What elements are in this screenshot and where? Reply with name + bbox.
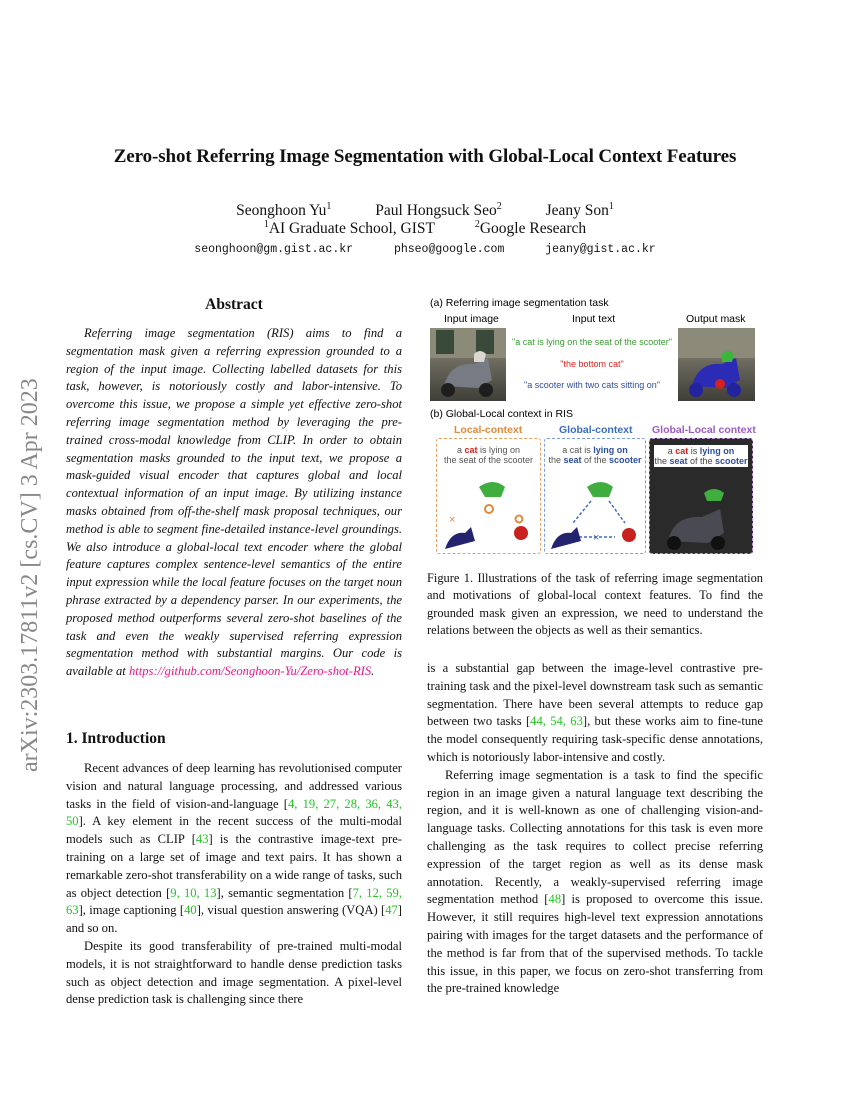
code-link[interactable]: https://github.com/Seonghoon-Yu/Zero-shot-RIS (128, 664, 372, 679)
citation[interactable]: 4, 19, 27, 28, 36, 43, 50 (66, 796, 402, 829)
column-label-input-image: Input image (444, 313, 499, 325)
svg-text:×: × (593, 532, 600, 544)
email[interactable]: seonghoon@gm.gist.ac.kr (194, 243, 354, 256)
figure-1 (427, 297, 763, 559)
output-mask-image (678, 328, 755, 401)
right-column-body (427, 660, 763, 998)
email-list (0, 243, 850, 256)
global-context-title: Global-context (559, 424, 633, 436)
local-context-title: Local-context (454, 424, 523, 436)
arxiv-stamp-text: arXiv:2303.17811v2 [cs.CV] 3 Apr 2023 (17, 378, 43, 772)
global-local-context-title: Global-Local context (652, 424, 756, 436)
local-context-text: a cat is lying on the seat of the scooter (443, 445, 534, 465)
global-context-text: a cat is lying on the seat of the scooter (548, 445, 642, 465)
expression-green: "a cat is lying on the seat of the scooter" (512, 337, 672, 347)
abstract-heading: Abstract (205, 296, 263, 313)
citation[interactable]: 40 (184, 903, 197, 918)
author: Seonghoon Yu$^1$ (236, 201, 332, 220)
column-label-output-mask: Output mask (686, 313, 746, 325)
abstract-body: Referring image segmentation (RIS) aims to find a segmentation mask given a referring expression grounded to a region of the input image. Collecting labelled datasets for this task, however, is notoriously costly and labor-intensive. To overcome this issue, we propose a simple yet effective zero-shot referring image segmentation method by leveraging the pre-trained cross-modal knowledge from CLIP. In order to obtain segmentation masks grounded to the input text, we propose a mask-guided visual encoder that captures global and local contextual information of an input image. By utilizing instance masks obtained from off-the-shelf mask proposal techniques, our method is able to segment fine-detailed instance-level groundings. We also introduce a global-local text encoder where the global feature captures complex sentence-level semantics of the entire input expression while the local feature focuses on the target noun phrase extracted by a dependency parser. In our experiments, the proposed method outperforms several zero-shot baselines of the task and even the weakly supervised referring expression segmentation method with substantial margins. Our code is available at https://github.com/Seonghoon-Yu/Zero-shot-RIS. (66, 326, 402, 679)
email[interactable]: jeany@gist.ac.kr (545, 243, 656, 256)
scooter-photo-icon (430, 328, 506, 401)
global-local-context-box (649, 438, 753, 554)
paragraph: Referring image segmentation is a task to find the specific region in an image given a natural language text describing the region, and it is well-known as one of challenging vision-and-language tasks. Collecting annotations for this task is even more challenging as the task requires to collect precise referring expression of the target region as well as its dense mask annotation. Recently, a weakly-supervised referring image segmentation method [48] is proposed to overcome this issue. However, it still requires high-level text expression annotations pairing with images for the target datasets and the performance of the method is far from that of the supervised methods. To tackle this issue, in this paper, we focus on zero-shot transferring from the pre-trained knowledge (427, 767, 763, 996)
local-context-objects-icon (437, 471, 540, 551)
column-label-input-text: Input text (572, 313, 616, 325)
figure-part-b-label: (b) Global-Local context in RIS (430, 408, 573, 420)
local-context-box (436, 438, 541, 554)
figure-1-caption: Figure 1. Illustrations of the task of referring image segmentation and motivations of global-local context features. To find the grounded mask given an expression, we need to understand the relations between the objects as well as their semantics. (427, 571, 763, 638)
author-list (0, 201, 850, 220)
mask-overlay-icon (678, 328, 755, 401)
svg-text:×: × (449, 514, 456, 526)
input-image (430, 328, 506, 401)
global-context-box (544, 438, 646, 554)
citation[interactable]: 44, 54, 63 (530, 714, 583, 729)
expression-red: "the bottom cat" (560, 359, 624, 369)
affiliation: $^1$AI Graduate School, GIST (263, 219, 435, 238)
paragraph: is a substantial gap between the image-level contrastive pre-training task and the pixel-level downstream task such as semantic segmentation. There have been several attempts to reduce gap between two tasks [44, 54, 63], but these works aim to fine-tune the model consequently requiring task-specific dense annotations, which is notoriously labor-intensive and costly. (427, 661, 764, 764)
paragraph: Recent advances of deep learning has revolutionised computer vision and natural language processing, and addressed various tasks in the field of vision-and-language [4, 19, 27, 28, 36, 43, 50]. A key element in the recent success of the multi-modal models such as CLIP [43] is the contrastive image-text pre-training on a large set of image and text pairs. It has shown a remarkable zero-shot transferability on a wide range of tasks, such as object detection [9, 10, 13], semantic segmentation [7, 12, 59, 63], image captioning [40], visual question answering (VQA) [47] and so on. (66, 761, 402, 936)
introduction-body (66, 760, 402, 1009)
expression-blue: "a scooter with two cats sitting on" (524, 380, 660, 390)
citation[interactable]: 48 (548, 892, 562, 907)
author: Paul Hongsuck Seo$^2$ (375, 201, 502, 220)
paper-title: Zero-shot Referring Image Segmentation with Global-Local Context Features (113, 146, 737, 167)
global-local-context-text: a cat is lying on the seat of the scooter (654, 446, 748, 466)
arxiv-stamp (8, 302, 52, 772)
section-heading-introduction: 1. Introduction (66, 730, 166, 747)
citation[interactable]: 47 (385, 903, 398, 918)
email[interactable]: phseo@google.com (393, 243, 505, 256)
paragraph: Despite its good transferability of pre-trained multi-modal models, it is not straightforward to handle dense prediction tasks such as object detection and image segmentation. A pixel-level dense prediction task is challenging since there (66, 938, 402, 1007)
global-local-context-scene-icon (650, 471, 752, 551)
affiliation-list (0, 219, 850, 238)
affiliation: $^2$Google Research (474, 219, 587, 238)
global-context-objects-icon (545, 471, 645, 551)
citation[interactable]: 9, 10, 13 (170, 885, 217, 900)
citation[interactable]: 7, 12, 59, 63 (66, 885, 402, 918)
figure-part-a-label: (a) Referring image segmentation task (430, 297, 609, 309)
citation[interactable]: 43 (195, 832, 209, 847)
author: Jeany Son$^1$ (545, 201, 614, 220)
